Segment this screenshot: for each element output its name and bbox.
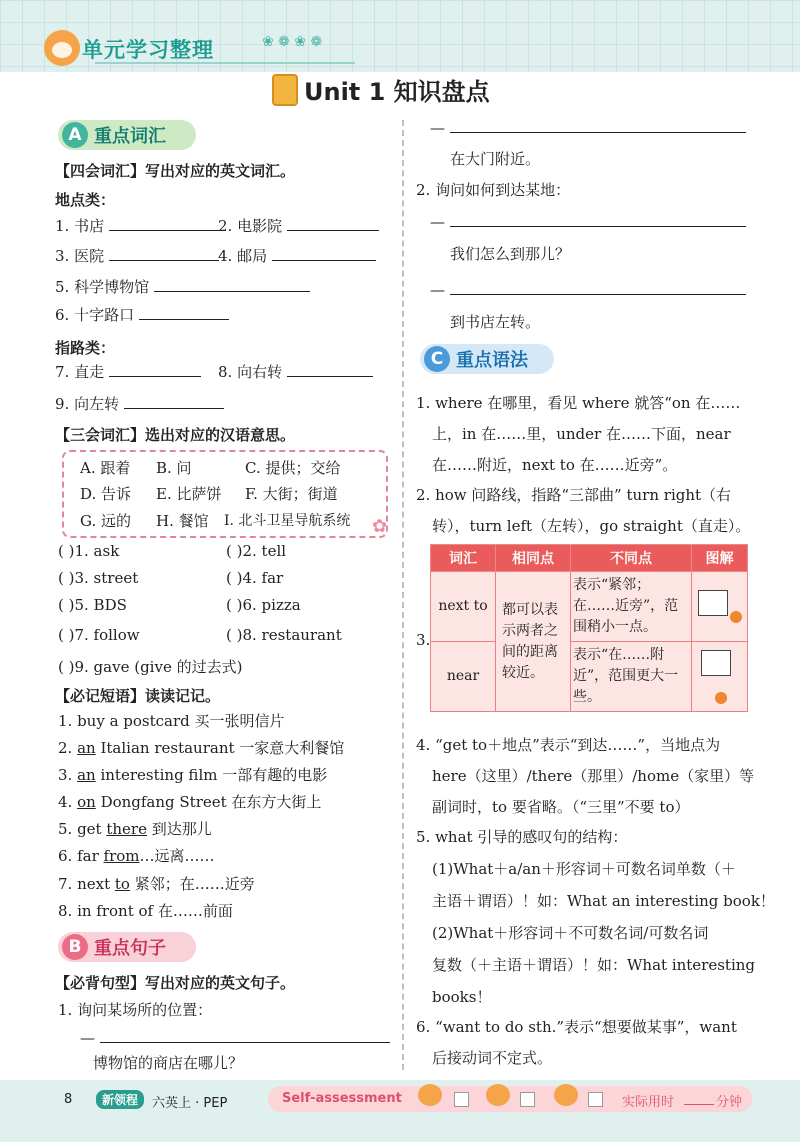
vocab-item: 7. 直走 (55, 362, 201, 382)
time-label: 实际用时 (622, 1095, 675, 1110)
section-a-letter: A (62, 122, 88, 148)
grammar-point-6: 6. “want to do sth.”表示“想要做某事”，want 后接动词不定式。 (416, 1018, 737, 1067)
sentences-instruction: 【必背句型】写出对应的英文句子。 (55, 974, 296, 992)
section-brand: 单元学习整理 (82, 38, 214, 62)
answer-blank[interactable] (109, 216, 219, 231)
ball-icon (715, 692, 727, 704)
page-title: Unit 1 知识盘点 (304, 78, 490, 106)
four-skill-instruction: 【四会词汇】写出对应的英文词汇。 (55, 162, 296, 180)
match-item[interactable]: ( )6. pizza (226, 596, 301, 614)
table-diff: 表示“紧邻；在……近旁”，范围稍小一点。 (571, 572, 692, 642)
fox-face-icon (486, 1084, 510, 1106)
book-icon (272, 74, 298, 106)
option: G. 远的 (80, 512, 131, 530)
phrase-item: 7. next to 紧邻；在……近旁 (58, 875, 255, 893)
rating-checkbox[interactable] (454, 1092, 469, 1107)
page-number: 8 (64, 1092, 73, 1107)
option: C. 提供；交给 (245, 459, 341, 477)
vocab-item: 8. 向右转 (218, 362, 373, 382)
comparison-table (430, 544, 748, 712)
match-item[interactable]: ( )9. gave (give 的过去式) (58, 658, 243, 676)
paw-decoration-icon: ❀ ❁ ❀ ❁ (262, 34, 323, 50)
phrase-item: 4. on Dongfang Street 在东方大街上 (58, 793, 322, 811)
match-item[interactable]: ( )4. far (226, 569, 284, 587)
table-number: 3. (416, 631, 431, 649)
vocab-item: 9. 向左转 (55, 394, 224, 414)
three-skill-instruction: 【三会词汇】选出对应的汉语意思。 (55, 426, 296, 444)
section-c-header (420, 344, 554, 374)
table-header: 词汇 (431, 545, 496, 572)
fox-logo-icon (44, 30, 80, 66)
match-item[interactable]: ( )7. follow (58, 626, 140, 644)
answer-blank[interactable] (124, 394, 224, 409)
table-diff: 表示“在……附近”，范围更大一些。 (571, 642, 692, 712)
grammar-point-2: 2. how 问路线，指路“三部曲” turn right（右 转），turn left（左转），go straight（直走）。 (416, 486, 751, 535)
section-a-title: 重点词汇 (94, 126, 166, 147)
phrase-item: 5. get there 到达那儿 (58, 820, 212, 838)
answer-line[interactable]: — (80, 1028, 390, 1048)
grade-label: 六英上 · PEP (152, 1096, 228, 1111)
option: F. 大街；街道 (245, 485, 338, 503)
vocab-item: 2. 电影院 (218, 216, 379, 236)
book-brand: 新领程 (96, 1090, 144, 1109)
section-a-header (58, 120, 196, 150)
box-icon (701, 650, 731, 676)
places-label: 地点类： (55, 191, 116, 209)
section-b-header (58, 932, 196, 962)
vocab-item: 6. 十字路口 (55, 305, 229, 325)
directions-label: 指路类： (55, 339, 116, 357)
sentence-prompt: 在大门附近。 (450, 150, 541, 168)
box-icon (698, 590, 728, 616)
vocab-item: 5. 科学博物馆 (55, 277, 310, 297)
answer-blank[interactable] (109, 362, 201, 377)
next-to-diagram (692, 572, 748, 642)
time-blank[interactable] (684, 1104, 714, 1105)
time-unit: 分钟 (716, 1095, 743, 1110)
section-b-title: 重点句子 (94, 938, 166, 959)
table-word: near (431, 642, 496, 712)
section-c-letter: C (424, 346, 450, 372)
ball-icon (730, 611, 742, 623)
table-header: 图解 (692, 545, 748, 572)
phrase-item: 8. in front of 在……前面 (58, 902, 233, 920)
match-item[interactable]: ( )5. BDS (58, 596, 127, 614)
self-assessment-label: Self-assessment (282, 1091, 402, 1106)
answer-line[interactable]: — (430, 118, 746, 138)
phrase-item: 2. an Italian restaurant 一家意大利餐馆 (58, 739, 345, 757)
table-common: 都可以表示两者之间的距离较近。 (496, 572, 571, 712)
vocab-item: 4. 邮局 (218, 246, 376, 266)
section-c-title: 重点语法 (456, 350, 528, 371)
option: B. 问 (156, 459, 192, 477)
grammar-point-5: 5. what 引导的感叹句的结构： (1)What＋a/an＋形容词＋可数名词单数（＋ 主语＋谓语）！如：What an interesting book！ (2)What＋形容词＋不可数名词/可数名词 复数（＋主语＋谓语）！如：What interesting books！ (416, 828, 775, 1006)
table-header: 相同点 (496, 545, 571, 572)
match-item[interactable]: ( )3. street (58, 569, 139, 587)
phrases-instruction: 【必记短语】读读记记。 (55, 687, 221, 705)
sentence-question: 1. 询问某场所的位置： (58, 1001, 213, 1019)
sentence-prompt: 到书店左转。 (450, 313, 541, 331)
match-item[interactable]: ( )2. tell (226, 542, 287, 560)
answer-line[interactable]: — (430, 280, 746, 300)
answer-blank[interactable] (287, 216, 379, 231)
column-divider (402, 120, 404, 1070)
table-word: next to (431, 572, 496, 642)
vocab-item: 3. 医院 (55, 246, 219, 266)
near-diagram (692, 642, 748, 712)
sentence-prompt: 我们怎么到那儿？ (450, 245, 571, 263)
sentence-prompt: 博物馆的商店在哪儿？ (93, 1054, 244, 1072)
option: H. 餐馆 (156, 512, 209, 530)
table-header: 不同点 (571, 545, 692, 572)
answer-blank[interactable] (287, 362, 373, 377)
rating-checkbox[interactable] (588, 1092, 603, 1107)
answer-blank[interactable] (139, 305, 229, 320)
phrase-item: 6. far from…远离…… (58, 847, 215, 865)
match-item[interactable]: ( )8. restaurant (226, 626, 342, 644)
sentence-question: 2. 询问如何到达某地： (416, 181, 571, 199)
answer-blank[interactable] (272, 246, 376, 261)
phrase-item: 3. an interesting film 一部有趣的电影 (58, 766, 328, 784)
fox-face-icon (418, 1084, 442, 1106)
match-item[interactable]: ( )1. ask (58, 542, 120, 560)
grammar-point-4: 4. “get to＋地点”表示“到达……”，当地点为 here（这里）/there（那里）/home（家里）等 副词时，to 要省略。（“三里”不要 to） (416, 736, 755, 816)
answer-line[interactable]: — (430, 212, 746, 232)
option: E. 比萨饼 (156, 485, 222, 503)
flower-icon: ✿ (372, 516, 388, 537)
option: D. 告诉 (80, 485, 132, 503)
vocab-item: 1. 书店 (55, 216, 219, 236)
grammar-point-1: 1. where 在哪里，看见 where 就答“on 在…… 上，in 在……里，under 在……下面，near 在……附近，next to 在……近旁”。 (416, 394, 741, 474)
answer-blank[interactable] (109, 246, 219, 261)
option: A. 跟着 (80, 459, 131, 477)
rating-checkbox[interactable] (520, 1092, 535, 1107)
phrase-item: 1. buy a postcard 买一张明信片 (58, 712, 285, 730)
brand-underline (95, 62, 355, 64)
answer-blank[interactable] (154, 277, 310, 292)
section-b-letter: B (62, 934, 88, 960)
fox-face-icon (554, 1084, 578, 1106)
option: I. 北斗卫星导航系统 (224, 513, 351, 529)
